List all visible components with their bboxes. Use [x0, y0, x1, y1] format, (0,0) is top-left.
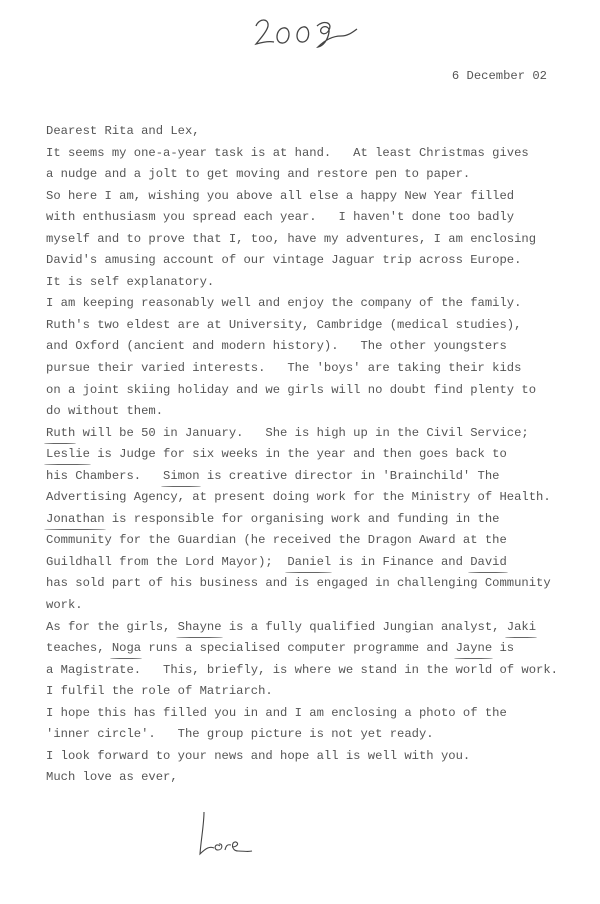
- body-text: is Judge for six weeks in the year and then goes back to: [89, 447, 507, 462]
- family-line: [46, 423, 596, 445]
- underlined-name: David: [470, 554, 507, 569]
- body-text: is in Finance and: [331, 554, 471, 569]
- body-line: It is self explanatory.: [46, 274, 215, 289]
- underlined-name: Simon: [163, 468, 200, 483]
- handwritten-signature: [198, 810, 268, 860]
- body-line: So here I am, wishing you above all else a happy New Year filled: [46, 188, 515, 203]
- family-line: Community for the Guardian (he received the Dragon Award at the: [46, 533, 507, 548]
- body-text: is creative director in 'Brainchild' The: [199, 468, 500, 483]
- salutation: Dearest Rita and Lex,: [46, 124, 200, 138]
- family-line: [46, 444, 596, 466]
- family-line: [46, 552, 596, 574]
- body-line: do without them.: [46, 404, 164, 419]
- body-text: As for the girls,: [46, 619, 178, 634]
- body-line: on a joint skiing holiday and we girls will no doubt find plenty to: [46, 382, 537, 397]
- body-line: and Oxford (ancient and modern history). The other youngsters: [46, 339, 507, 354]
- family-line: [46, 509, 596, 531]
- signature-drawing: [198, 810, 268, 860]
- family-line: Advertising Agency, at present doing work for the Ministry of Health.: [46, 490, 551, 505]
- underlined-name: Shayne: [177, 619, 222, 634]
- body-line: Ruth's two eldest are at University, Cambridge (medical studies),: [46, 317, 522, 332]
- family-line: [46, 617, 596, 639]
- closing-line: I fulfil the role of Matriarch.: [46, 684, 273, 699]
- body-line: a nudge and a jolt to get moving and restore pen to paper.: [46, 167, 471, 182]
- closing-line: 'inner circle'. The group picture is not yet ready.: [46, 727, 434, 742]
- body-line: David's amusing account of our vintage Jaguar trip across Europe.: [46, 253, 522, 268]
- underlined-name: Jayne: [455, 641, 493, 656]
- body-line: pursue their varied interests. The 'boys' are taking their kids: [46, 361, 522, 376]
- family-line: [46, 466, 596, 488]
- body-text: is responsible for organising work and funding in the: [104, 511, 500, 526]
- body-text: will be 50 in January. She is high up in the Civil Service;: [75, 425, 529, 440]
- underlined-name: Jaki: [506, 619, 537, 634]
- closing-line: I hope this has filled you in and I am enclosing a photo of the: [46, 705, 507, 720]
- body-line: myself and to prove that I, too, have my adventures, I am enclosing: [46, 231, 537, 246]
- body-text: teaches,: [46, 641, 112, 656]
- handwritten-year: [253, 12, 363, 48]
- body-line: It seems my one-a-year task is at hand. At least Christmas gives: [46, 145, 529, 160]
- family-line: work.: [46, 598, 83, 613]
- underlined-name: Leslie: [46, 447, 90, 462]
- body-text: runs a specialised computer programme and: [141, 641, 456, 656]
- family-line: a Magistrate. This, briefly, is where we stand in the world of work.: [46, 662, 558, 677]
- body-text: is: [492, 641, 515, 656]
- letter-date: 6 December 02: [451, 69, 547, 83]
- letter-body: [46, 121, 596, 789]
- closing-line: I look forward to your news and hope all is well with you.: [46, 748, 471, 763]
- underlined-name: Ruth: [46, 425, 76, 440]
- underlined-name: Daniel: [287, 554, 332, 569]
- handwritten-year-drawing: [253, 12, 363, 48]
- body-text: Guildhall from the Lord Mayor);: [46, 554, 288, 569]
- valediction: Much love as ever,: [46, 770, 178, 785]
- body-line: with enthusiasm you spread each year. I haven't done too badly: [46, 210, 515, 225]
- family-line: has sold part of his business and is engaged in challenging Community: [46, 576, 551, 591]
- body-line: I am keeping reasonably well and enjoy the company of the family.: [46, 296, 522, 311]
- body-text: his Chambers.: [46, 468, 164, 483]
- underlined-name: Jonathan: [46, 511, 105, 526]
- underlined-name: Noga: [111, 641, 142, 656]
- body-text: is a fully qualified Jungian analyst,: [221, 619, 507, 634]
- family-line: [46, 638, 596, 660]
